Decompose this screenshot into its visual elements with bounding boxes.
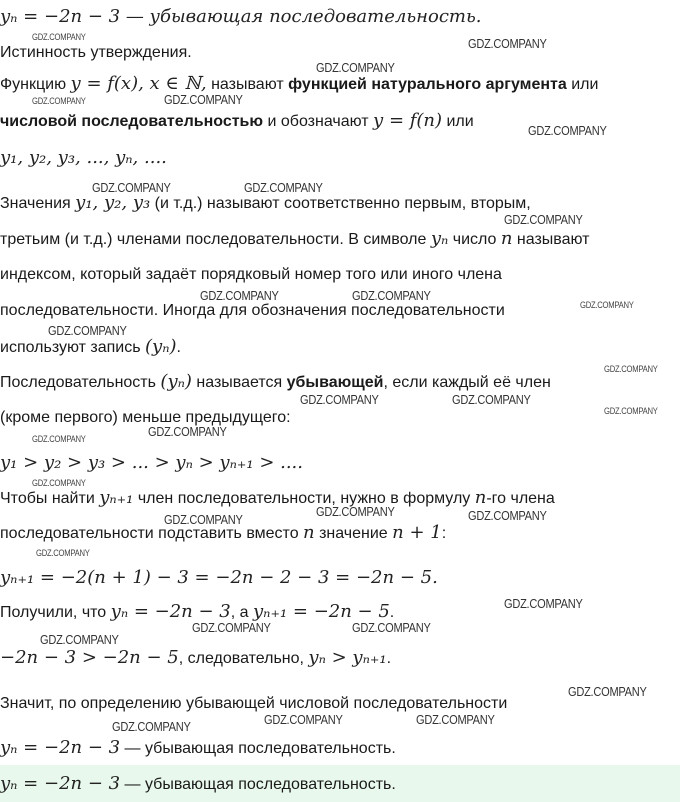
- watermark: GDZ.COMPANY: [452, 392, 531, 407]
- watermark: GDZ.COMPANY: [316, 504, 395, 519]
- formula: y = f(n): [373, 110, 443, 131]
- watermark: GDZ.COMPANY: [32, 478, 86, 488]
- term-bold: функцией натурального аргумента: [288, 76, 567, 93]
- watermark: GDZ.COMPANY: [468, 36, 547, 51]
- watermark: GDZ.COMPANY: [244, 180, 323, 195]
- watermark: GDZ.COMPANY: [92, 180, 171, 195]
- watermark: GDZ.COMPANY: [580, 300, 634, 310]
- statement-line: [0, 6, 680, 29]
- text: .: [389, 604, 395, 621]
- watermark: GDZ.COMPANY: [32, 96, 86, 106]
- watermark: GDZ.COMPANY: [352, 620, 431, 635]
- text: или: [566, 76, 599, 93]
- text: , если каждый её член: [383, 374, 551, 391]
- watermark: GDZ.COMPANY: [40, 632, 119, 647]
- text: Функцию: [0, 76, 71, 93]
- text: называют: [512, 231, 590, 248]
- formula: yₙ > yₙ₊₁: [308, 647, 387, 668]
- formula: y₁ > y₂ > y₃ > ... > yₙ > yₙ₊₁ > ....: [0, 452, 304, 473]
- text: или: [442, 113, 474, 130]
- text: (и т.д.) называют соответственно первым, вторым,: [150, 195, 531, 212]
- watermark: GDZ.COMPANY: [528, 123, 607, 138]
- text: Последовательность: [0, 374, 161, 391]
- text: Чтобы найти: [0, 490, 100, 507]
- formula: yₙ = −2n − 3: [110, 601, 231, 622]
- text: (кроме первого) меньше предыдущего:: [0, 409, 291, 426]
- text: Значит, по определению убывающей числовой последовательности: [0, 695, 508, 712]
- formula: yₙ₊₁ = −2n − 5: [252, 601, 390, 622]
- text: последовательности подставить вместо: [0, 525, 304, 542]
- substitution-result: [0, 567, 680, 590]
- conclusion-line: [0, 737, 680, 760]
- members-line-3: [0, 264, 680, 286]
- watermark: GDZ.COMPANY: [416, 712, 495, 727]
- watermark: GDZ.COMPANY: [112, 719, 191, 734]
- watermark: GDZ.COMPANY: [164, 512, 243, 527]
- watermark: GDZ.COMPANY: [148, 424, 227, 439]
- answer-text: — убывающая последовательность.: [120, 776, 396, 793]
- definition-line-1: [0, 73, 680, 96]
- sequence-notation: [0, 147, 680, 170]
- text: Получили, что: [0, 604, 111, 621]
- term-bold: убывающей: [286, 374, 384, 391]
- formula: yₙ = −2n − 3: [0, 737, 121, 758]
- members-line-4: [0, 300, 680, 322]
- watermark: GDZ.COMPANY: [468, 508, 547, 523]
- watermark: GDZ.COMPANY: [200, 288, 279, 303]
- watermark: GDZ.COMPANY: [604, 406, 658, 416]
- watermark: GDZ.COMPANY: [164, 92, 243, 107]
- watermark: GDZ.COMPANY: [316, 60, 395, 75]
- formula: n: [303, 522, 315, 543]
- term-bold: числовой последовательностью: [0, 113, 264, 130]
- members-line-5: [0, 336, 680, 359]
- answer-formula: yₙ = −2n − 3: [0, 773, 121, 794]
- answer-line: [0, 773, 680, 796]
- proof-heading-text: Истинность утверждения.: [0, 44, 192, 61]
- text: индексом, который задаёт порядковый номер того или иного члена: [0, 266, 502, 283]
- watermark: GDZ.COMPANY: [604, 364, 658, 374]
- text: .: [386, 650, 392, 667]
- formula: n + 1: [392, 522, 442, 543]
- watermark: GDZ.COMPANY: [264, 712, 343, 727]
- text: число: [448, 231, 501, 248]
- formula: y₁, y₂, y₃: [75, 192, 151, 213]
- formula: yₙ₊₁: [99, 487, 134, 508]
- members-line-2: [0, 228, 680, 251]
- text: .: [176, 339, 181, 356]
- text: последовательности. Иногда для обозначения последовательности: [0, 302, 505, 319]
- decreasing-chain: [0, 452, 680, 475]
- text: -го члена: [486, 490, 555, 507]
- watermark: GDZ.COMPANY: [48, 323, 127, 338]
- watermark: GDZ.COMPANY: [32, 434, 86, 444]
- formula: (yₙ): [160, 371, 192, 392]
- formula: n: [474, 487, 487, 508]
- formula: yₙ: [430, 228, 449, 249]
- text: значение: [314, 525, 393, 542]
- watermark: GDZ.COMPANY: [36, 548, 90, 558]
- formula: n: [500, 228, 513, 249]
- substitution-line-2: [0, 522, 680, 545]
- text: третьим (и т.д.) членами последовательности. В символе: [0, 231, 431, 248]
- watermark: GDZ.COMPANY: [352, 288, 431, 303]
- watermark: GDZ.COMPANY: [504, 212, 583, 227]
- watermark: GDZ.COMPANY: [300, 392, 379, 407]
- watermark: GDZ.COMPANY: [504, 596, 583, 611]
- text: , а: [230, 604, 253, 621]
- decreasing-definition-1: [0, 371, 680, 394]
- formula: yₙ₊₁ = −2(n + 1) − 3 = −2n − 2 − 3 = −2n − 5.: [0, 567, 438, 588]
- comparison-line: [0, 647, 680, 670]
- watermark: GDZ.COMPANY: [32, 32, 86, 42]
- text: Значения: [0, 195, 76, 212]
- watermark: GDZ.COMPANY: [192, 620, 271, 635]
- formula: y = f(x), x ∈ ℕ,: [70, 73, 207, 94]
- decreasing-definition-2: [0, 407, 680, 429]
- formula: y₁, y₂, y₃, ..., yₙ, ....: [0, 147, 167, 168]
- text: используют запись: [0, 339, 146, 356]
- text: — убывающая последовательность.: [120, 740, 396, 757]
- watermark: GDZ.COMPANY: [568, 684, 647, 699]
- formula: −2n − 3 > −2n − 5: [0, 647, 179, 668]
- text: , следовательно,: [178, 650, 309, 667]
- statement-formula: yₙ = −2n − 3 — убывающая последовательность.: [0, 6, 482, 27]
- text: называется: [191, 374, 287, 391]
- text: и обозначают: [263, 113, 374, 130]
- formula: (yₙ): [145, 336, 177, 357]
- text: член последовательности, нужно в формулу: [133, 490, 475, 507]
- text: :: [441, 525, 447, 542]
- text: называют: [206, 76, 289, 93]
